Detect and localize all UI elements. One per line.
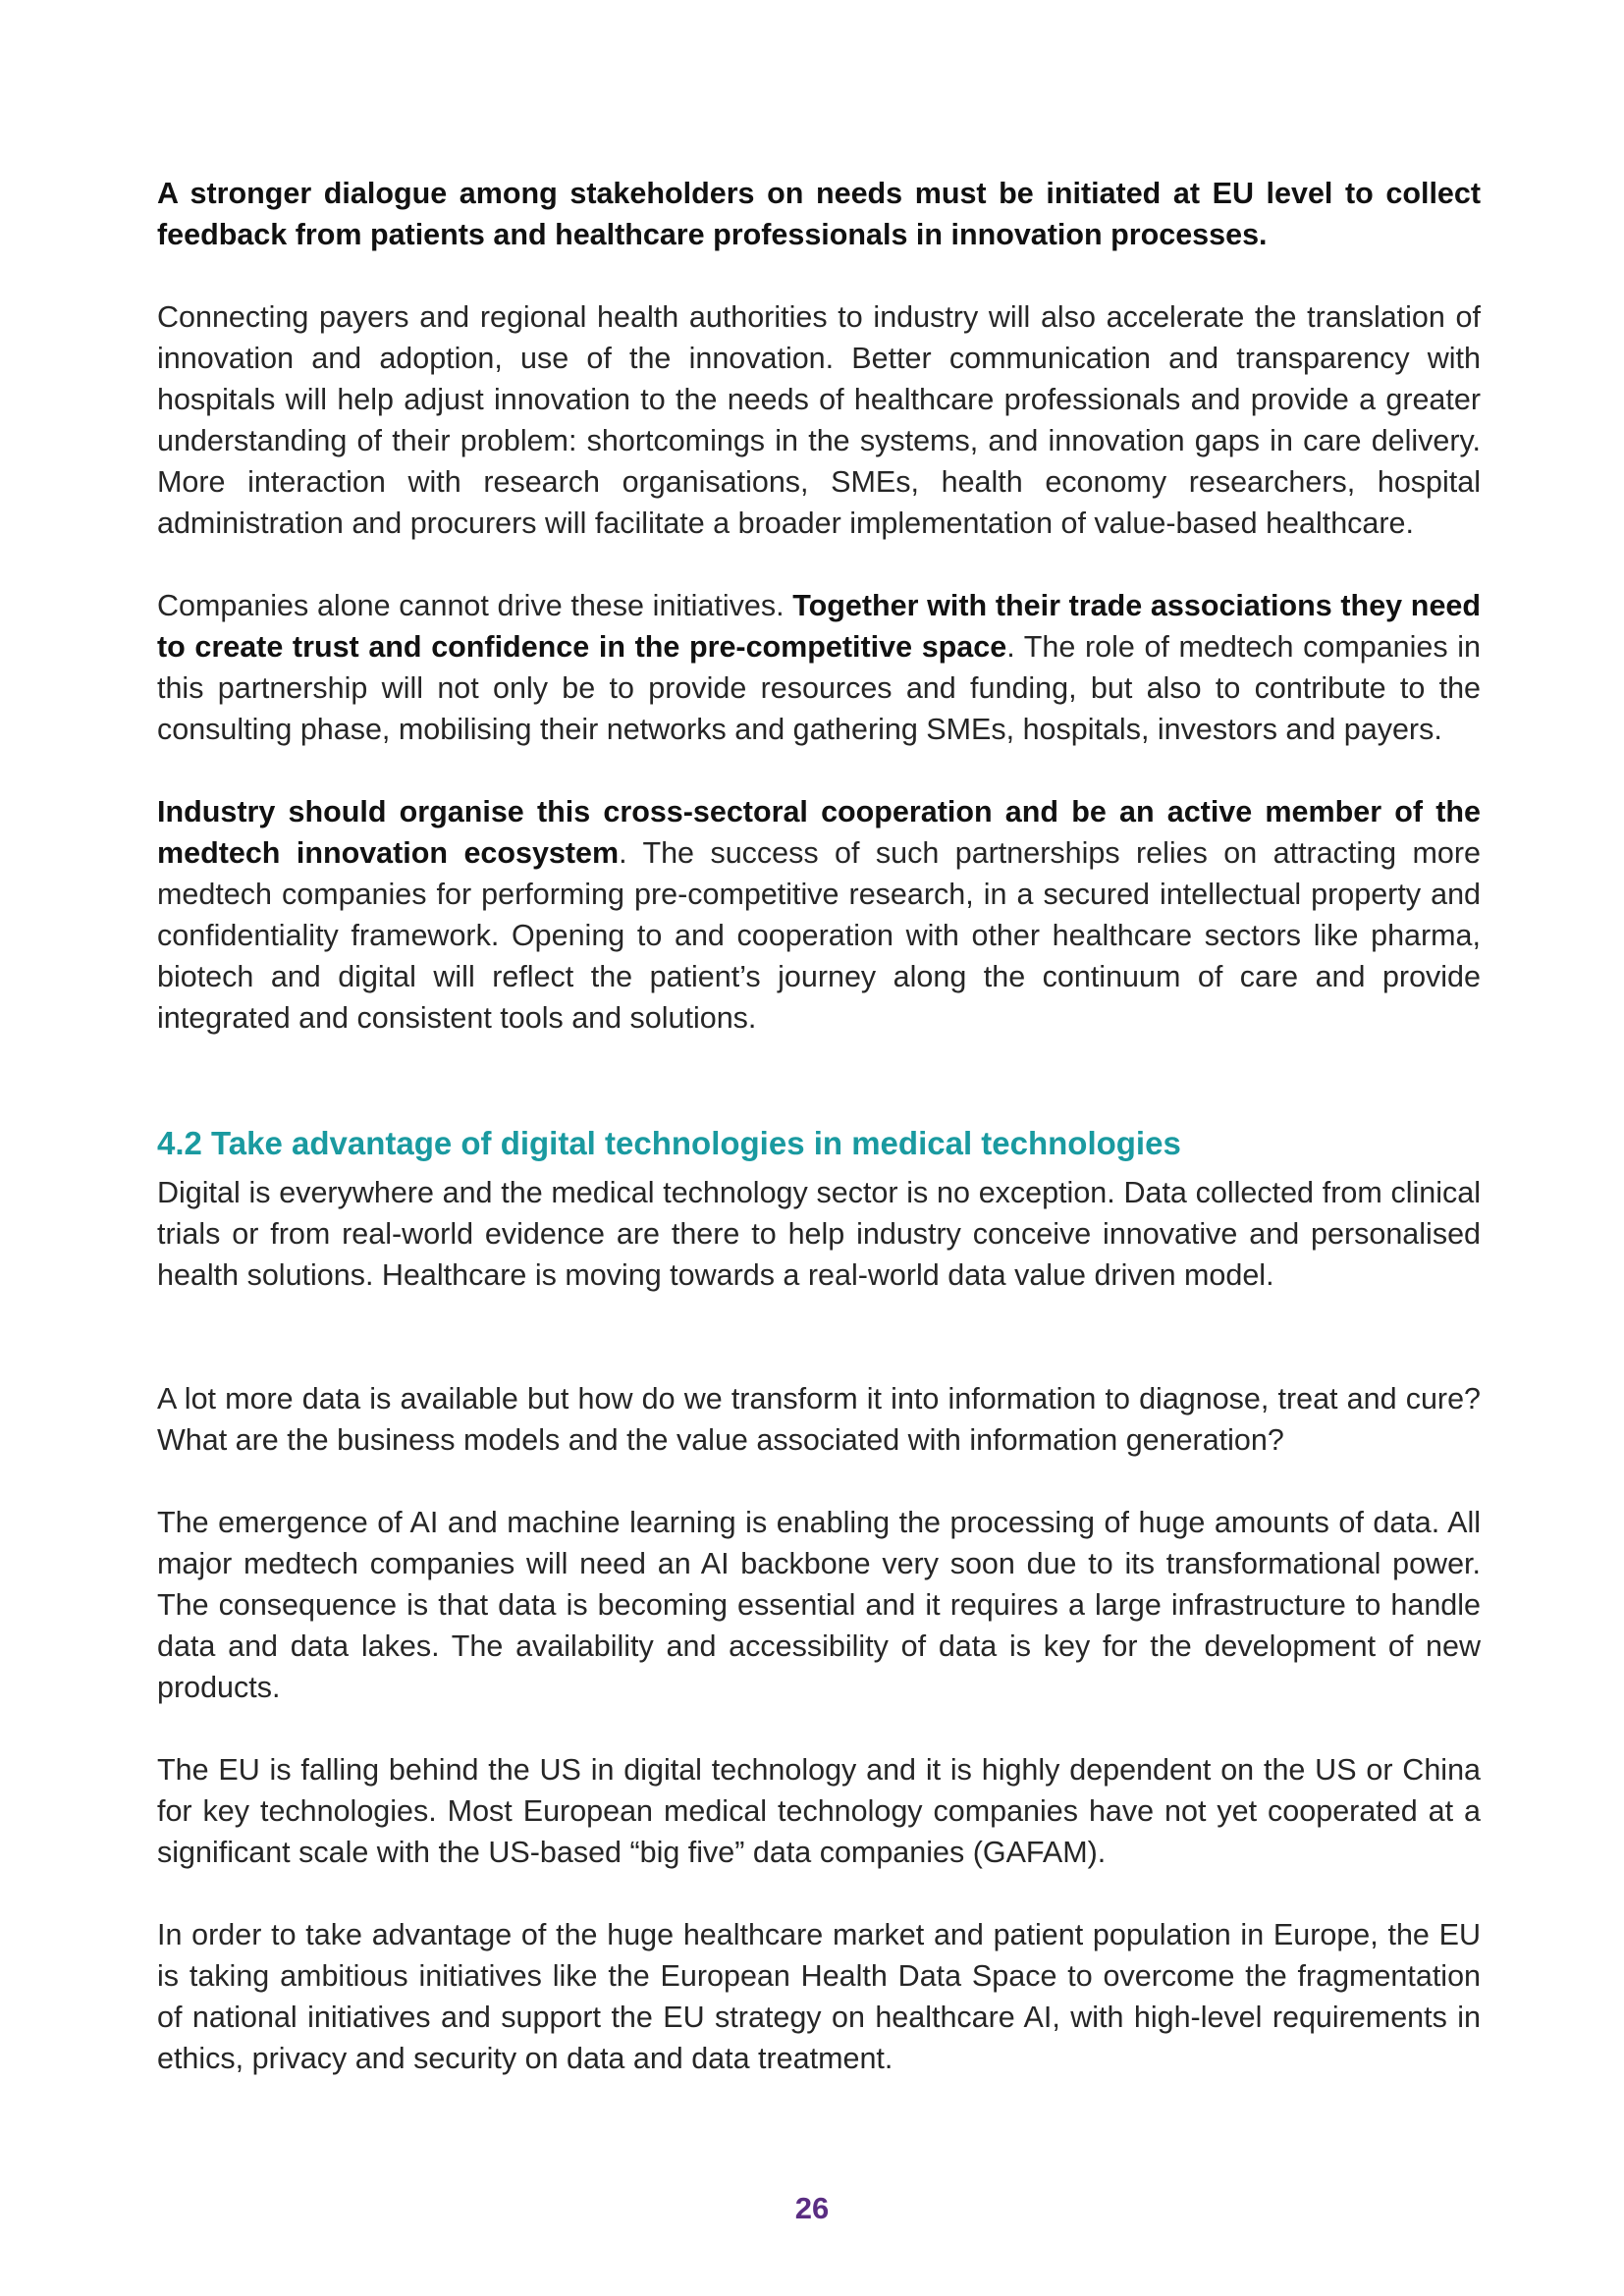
paragraph-industry-bold: Industry should organise this cross-sectoral cooperation and be an active member of the medtech innovation ecosystem xyxy=(157,795,1481,870)
paragraph-eu-falling-behind: The EU is falling behind the US in digital technology and it is highly dependent on the US or China for key technologies. Most European medical technology companies have not yet cooperated at a significant scale with the US-based “big five” data companies (GAFAM). xyxy=(157,1753,1481,1869)
paragraph-companies-rest: . The role of medtech companies in this partnership will not only be to provide resources and funding, but also to contribute to the consulting phase, mobilising their networks and gathering SMEs, hospitals, investors and payers. xyxy=(157,630,1482,746)
paragraph-connecting-payers: Connecting payers and regional health authorities to industry will also accelerate the translation of innovation and adoption, use of the innovation. Better communication and transparency with hospitals will help adjust innovation to the needs of healthcare professionals and provide a greater understanding of their problem: shortcomings in the systems, and innovation gaps in care delivery. More interaction with research organisations, SMEs, health economy researchers, hospital administration and procurers will facilitate a broader implementation of value-based healthcare. xyxy=(157,300,1481,540)
paragraph-companies-bold: Together with their trade associations they need to create trust and confidence in the pre-competitive space xyxy=(157,589,1481,664)
paragraph-companies-alone xyxy=(157,585,1481,750)
paragraph-eu-initiatives: In order to take advantage of the huge healthcare market and patient population in Europe, the EU is taking ambitious initiatives like the European Health Data Space to overcome the fragmentation of national initiatives and support the EU strategy on healthcare AI, with high-level requirements in ethics, privacy and security on data and data treatment. xyxy=(157,1918,1481,2075)
page-content xyxy=(157,173,1481,2079)
paragraph-industry-cooperation xyxy=(157,791,1481,1039)
page-number: 26 xyxy=(794,2191,830,2225)
paragraph-digital-everywhere: Digital is everywhere and the medical technology sector is no exception. Data collected from clinical trials or from real-world evidence are there to help industry conceive innovative and personalised health solutions. Healthcare is moving towards a real-world data value driven model. xyxy=(157,1176,1481,1292)
paragraph-industry-rest: . The success of such partnerships relies on attracting more medtech companies for performing pre-competitive research, in a secured intellectual property and confidentiality framework. Opening to and cooperation with other healthcare sectors like pharma, biotech and digital will reflect the patient’s journey along the continuum of care and provide integrated and consistent tools and solutions. xyxy=(157,836,1481,1035)
intro-statement: A stronger dialogue among stakeholders on needs must be initiated at EU level to collect feedback from patients and healthcare professionals in innovation processes. xyxy=(157,177,1481,251)
section-heading-4-2: 4.2 Take advantage of digital technologies in medical technologies xyxy=(157,1125,1181,1161)
paragraph-companies-lead: Companies alone cannot drive these initiatives. xyxy=(157,589,793,622)
paragraph-ai-emergence: The emergence of AI and machine learning is enabling the processing of huge amounts of data. All major medtech companies will need an AI backbone very soon due to its transformational power. The consequence is that data is becoming essential and it requires a large infrastructure to handle data and data lakes. The availability and accessibility of data is key for the development of new products. xyxy=(157,1506,1481,1704)
paragraph-data-available: A lot more data is available but how do we transform it into information to diagnose, treat and cure? What are the business models and the value associated with information generation? xyxy=(157,1382,1481,1457)
